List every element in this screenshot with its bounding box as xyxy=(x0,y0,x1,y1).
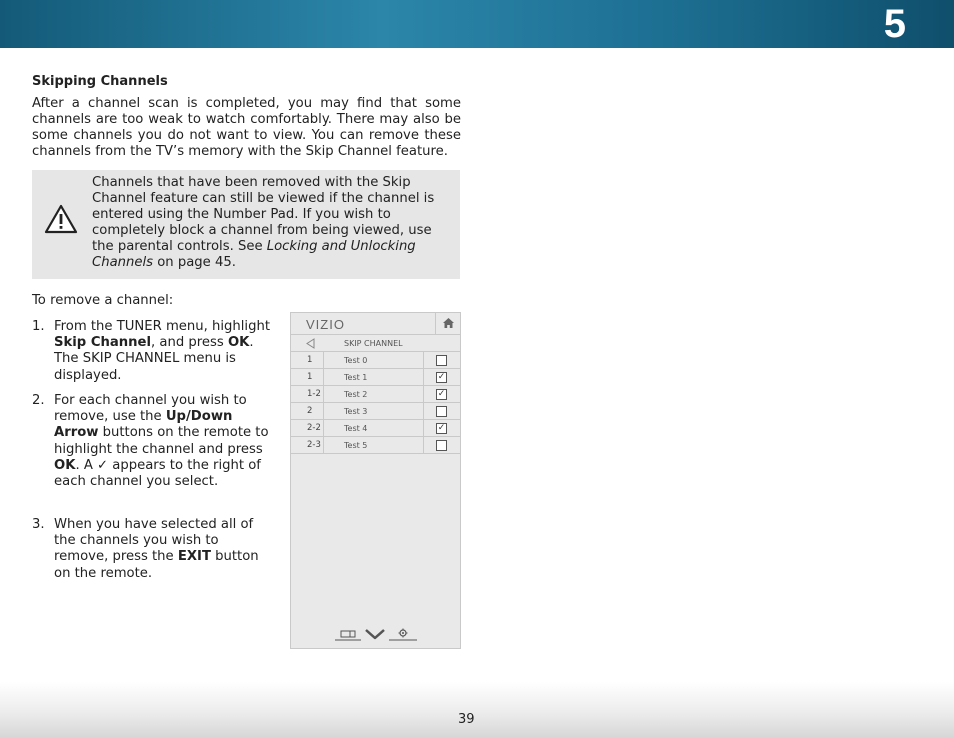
warning-icon xyxy=(44,204,78,234)
tv-channel-number: 2 xyxy=(307,406,313,416)
note-link[interactable]: Locking and Unlocking Channels xyxy=(92,239,416,270)
note-text-after: on page 45. xyxy=(153,255,236,270)
chapter-number: 5 xyxy=(883,2,906,46)
home-button[interactable] xyxy=(435,313,460,335)
steps-intro: To remove a channel: xyxy=(32,293,174,308)
step-text: For each channel you wish to remove, use the Up/Down Arrow buttons on the remote to highlight the channel and press OK. A ✓ appears to the right of each channel you select. xyxy=(54,393,269,490)
tv-channel-row[interactable] xyxy=(291,420,460,437)
intro-paragraph: After a channel scan is completed, you may find that some channels are too weak to watch comfortably. There may also be some channels you do not want to view. You can remove these channels from the TV’s memory with the Skip Channel feature. xyxy=(32,96,461,159)
tv-skip-checkbox[interactable] xyxy=(436,406,447,417)
tv-channel-number: 1 xyxy=(307,372,313,382)
tv-column-divider xyxy=(323,352,324,454)
tv-skip-checkbox[interactable]: ✓ xyxy=(437,389,446,399)
tv-menu-bottom-bar xyxy=(291,625,460,645)
footer-bar xyxy=(0,682,954,738)
vizio-logo: VIZIO xyxy=(306,317,345,332)
tv-channel-number: 2-2 xyxy=(307,423,321,433)
tv-channel-number: 2-3 xyxy=(307,440,321,450)
wide-icon[interactable] xyxy=(335,629,361,641)
tv-row-divider xyxy=(423,369,424,386)
tv-channel-row[interactable] xyxy=(291,369,460,386)
tv-channel-number: 1 xyxy=(307,355,313,365)
tv-row-divider xyxy=(423,403,424,420)
tv-skip-checkbox[interactable]: ✓ xyxy=(437,423,446,433)
tv-skip-checkbox[interactable] xyxy=(436,355,447,366)
tv-channel-name: Test 4 xyxy=(344,424,368,433)
tv-channel-row[interactable] xyxy=(291,437,460,454)
tv-channel-row[interactable] xyxy=(291,403,460,420)
tv-row-divider xyxy=(423,386,424,403)
tv-channel-list xyxy=(291,352,460,454)
step-text: When you have selected all of the channels you wish to remove, press the EXIT button on the remote. xyxy=(54,517,259,581)
back-arrow-icon[interactable] xyxy=(306,338,315,349)
tv-channel-name: Test 0 xyxy=(344,356,368,365)
note-text xyxy=(92,175,448,271)
section-title: Skipping Channels xyxy=(32,74,168,89)
vizio-v-icon[interactable] xyxy=(365,628,385,640)
tv-row-divider xyxy=(423,437,424,454)
tv-channel-name: Test 3 xyxy=(344,407,368,416)
gear-icon[interactable] xyxy=(389,628,417,641)
tv-channel-number: 1-2 xyxy=(307,389,321,399)
header-bar xyxy=(0,0,954,48)
tv-channel-row[interactable] xyxy=(291,352,460,369)
tv-menu-topbar xyxy=(291,313,460,335)
tv-channel-name: Test 5 xyxy=(344,441,368,450)
tv-menu-title-row xyxy=(291,335,460,352)
step-number: 2. xyxy=(32,393,45,408)
tv-channel-name: Test 2 xyxy=(344,390,368,399)
tv-menu-title: SKIP CHANNEL xyxy=(344,339,403,348)
tv-menu-screenshot xyxy=(290,312,461,649)
page-number: 39 xyxy=(458,712,475,727)
tv-row-divider xyxy=(423,420,424,437)
tv-row-divider xyxy=(423,352,424,369)
step-text: From the TUNER menu, highlight Skip Channel, and press OK. The SKIP CHANNEL menu is displayed. xyxy=(54,319,270,383)
step-number: 1. xyxy=(32,319,45,334)
step-number: 3. xyxy=(32,517,45,532)
tv-channel-row[interactable] xyxy=(291,386,460,403)
home-icon xyxy=(442,317,455,329)
tv-skip-checkbox[interactable] xyxy=(436,440,447,451)
tv-skip-checkbox[interactable]: ✓ xyxy=(437,372,446,382)
tv-channel-name: Test 1 xyxy=(344,373,368,382)
note-box xyxy=(32,170,460,279)
note-text-before: Channels that have been removed with the Skip Channel feature can still be viewed if the channel is entered using the Number Pad. If you wish to completely block a channel from being viewed, use the parental controls. See xyxy=(92,175,435,254)
